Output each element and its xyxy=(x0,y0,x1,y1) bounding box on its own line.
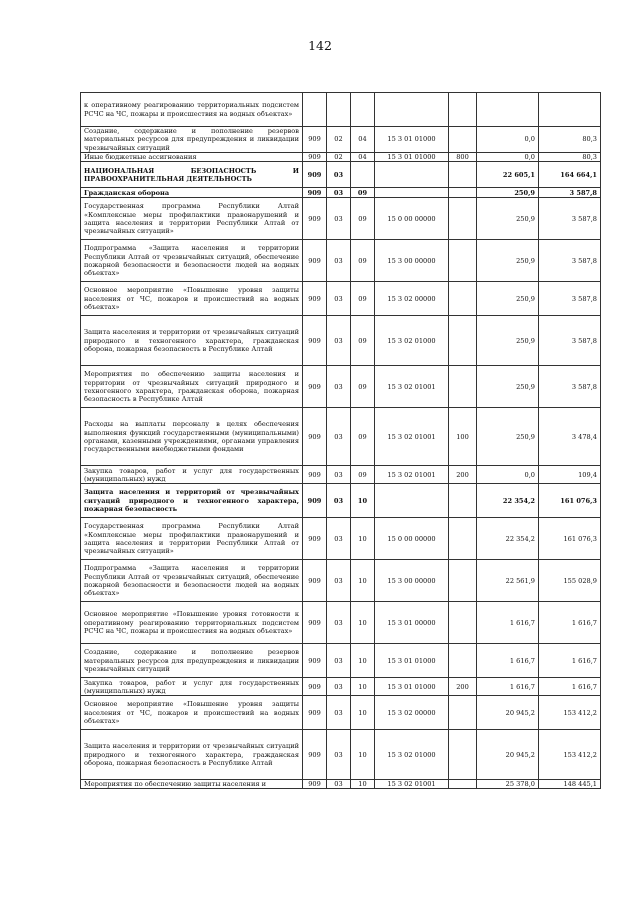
amount-year-1: 250,9 xyxy=(477,240,539,282)
amount-year-1: 250,9 xyxy=(477,188,539,198)
admin-code xyxy=(303,93,327,127)
amount-year-2: 153 412,2 xyxy=(539,696,601,730)
amount-year-2: 148 445,1 xyxy=(539,780,601,789)
admin-code: 909 xyxy=(303,127,327,153)
subsection-code: 09 xyxy=(351,188,375,198)
row-name: Государственная программа Республики Алтай «Комплексные меры профилактики правонарушений и защита населения и территории Республики Алтай от чрезвычайных ситуаций» xyxy=(81,198,303,240)
target-article-code: 15 3 02 00000 xyxy=(375,282,449,316)
subsection-code: 09 xyxy=(351,282,375,316)
row-name: Гражданская оборона xyxy=(81,188,303,198)
table-row xyxy=(81,408,601,466)
subsection-code: 09 xyxy=(351,466,375,484)
expense-type-code xyxy=(449,240,477,282)
admin-code: 909 xyxy=(303,602,327,644)
row-name: Защита населения и территории от чрезвычайных ситуаций природного и техногенного характера, гражданская оборона, пожарная безопасность в Республике Алтай xyxy=(81,316,303,366)
subsection-code: 10 xyxy=(351,730,375,780)
target-article-code: 15 3 01 00000 xyxy=(375,602,449,644)
amount-year-2: 164 664,1 xyxy=(539,162,601,188)
table-row xyxy=(81,93,601,127)
target-article-code xyxy=(375,162,449,188)
row-name: Расходы на выплаты персоналу в целях обеспечения выполнения функций государственными (муниципальными) органами, казенными учреждениями, органами управления государственными внебюджетными фондами xyxy=(81,408,303,466)
target-article-code: 15 3 02 01001 xyxy=(375,408,449,466)
table-row xyxy=(81,127,601,153)
row-name: Подпрограмма «Защита населения и территории Республики Алтай от чрезвычайных ситуаций, обеспечение пожарной безопасности и безопасности людей на водных объектах» xyxy=(81,560,303,602)
admin-code: 909 xyxy=(303,696,327,730)
amount-year-1: 25 378,0 xyxy=(477,780,539,789)
expense-type-code xyxy=(449,780,477,789)
target-article-code xyxy=(375,484,449,518)
amount-year-1: 0,0 xyxy=(477,127,539,153)
row-name: Мероприятия по обеспечению защиты населения и xyxy=(81,780,303,789)
target-article-code: 15 3 02 01001 xyxy=(375,780,449,789)
section-code: 03 xyxy=(327,560,351,602)
amount-year-2: 3 587,8 xyxy=(539,366,601,408)
amount-year-1: 1 616,7 xyxy=(477,602,539,644)
expense-type-code xyxy=(449,518,477,560)
expense-type-code xyxy=(449,198,477,240)
expense-type-code xyxy=(449,316,477,366)
subsection-code: 10 xyxy=(351,780,375,789)
budget-table xyxy=(80,92,601,789)
amount-year-2: 80,3 xyxy=(539,127,601,153)
subsection-code xyxy=(351,162,375,188)
admin-code: 909 xyxy=(303,780,327,789)
target-article-code: 15 3 02 01000 xyxy=(375,316,449,366)
admin-code: 909 xyxy=(303,484,327,518)
amount-year-2: 1 616,7 xyxy=(539,644,601,678)
target-article-code: 15 3 02 01001 xyxy=(375,466,449,484)
table-row xyxy=(81,316,601,366)
section-code: 03 xyxy=(327,484,351,518)
table-row xyxy=(81,560,601,602)
amount-year-2: 109,4 xyxy=(539,466,601,484)
table-row xyxy=(81,366,601,408)
amount-year-2: 161 076,3 xyxy=(539,518,601,560)
subsection-code: 09 xyxy=(351,240,375,282)
row-name: Государственная программа Республики Алтай «Комплексные меры профилактики правонарушений и защита населения и территории Республики Алтай от чрезвычайных ситуаций» xyxy=(81,518,303,560)
section-code: 03 xyxy=(327,162,351,188)
row-name: Защита населения и территории от чрезвычайных ситуаций природного и техногенного характера, гражданская оборона, пожарная безопасность в Республике Алтай xyxy=(81,730,303,780)
amount-year-1: 1 616,7 xyxy=(477,644,539,678)
table-row xyxy=(81,602,601,644)
admin-code: 909 xyxy=(303,560,327,602)
expense-type-code xyxy=(449,162,477,188)
target-article-code: 15 0 00 00000 xyxy=(375,518,449,560)
amount-year-1: 250,9 xyxy=(477,282,539,316)
amount-year-1: 250,9 xyxy=(477,408,539,466)
subsection-code: 09 xyxy=(351,408,375,466)
amount-year-1: 22 561,9 xyxy=(477,560,539,602)
amount-year-1: 250,9 xyxy=(477,316,539,366)
subsection-code: 10 xyxy=(351,484,375,518)
table-row xyxy=(81,730,601,780)
table-row xyxy=(81,518,601,560)
amount-year-1: 250,9 xyxy=(477,366,539,408)
section-code: 03 xyxy=(327,518,351,560)
table-row xyxy=(81,484,601,518)
expense-type-code: 200 xyxy=(449,678,477,696)
amount-year-2: 3 587,8 xyxy=(539,188,601,198)
section-code: 03 xyxy=(327,198,351,240)
target-article-code: 15 3 02 01000 xyxy=(375,730,449,780)
expense-type-code: 200 xyxy=(449,466,477,484)
row-name: Защита населения и территорий от чрезвычайных ситуаций природного и техногенного характера, пожарная безопасность xyxy=(81,484,303,518)
admin-code: 909 xyxy=(303,678,327,696)
subsection-code: 09 xyxy=(351,316,375,366)
expense-type-code xyxy=(449,602,477,644)
section-code: 03 xyxy=(327,282,351,316)
amount-year-2: 3 478,4 xyxy=(539,408,601,466)
section-code: 02 xyxy=(327,153,351,162)
expense-type-code xyxy=(449,127,477,153)
target-article-code xyxy=(375,188,449,198)
subsection-code: 10 xyxy=(351,696,375,730)
subsection-code: 10 xyxy=(351,518,375,560)
section-code: 03 xyxy=(327,466,351,484)
amount-year-2: 3 587,8 xyxy=(539,240,601,282)
subsection-code: 10 xyxy=(351,678,375,696)
table-row xyxy=(81,644,601,678)
amount-year-1: 20 945,2 xyxy=(477,696,539,730)
amount-year-1: 22 354,2 xyxy=(477,518,539,560)
table-row xyxy=(81,188,601,198)
amount-year-2: 3 587,8 xyxy=(539,316,601,366)
target-article-code: 15 0 00 00000 xyxy=(375,198,449,240)
row-name: Создание, содержание и пополнение резервов материальных ресурсов для предупреждения и ликвидации чрезвычайных ситуаций xyxy=(81,644,303,678)
row-name: к оперативному реагированию территориальных подсистем РСЧС на ЧС, пожары и происшествия на водных объектах» xyxy=(81,93,303,127)
amount-year-1 xyxy=(477,93,539,127)
target-article-code: 15 3 00 00000 xyxy=(375,240,449,282)
row-name: НАЦИОНАЛЬНАЯ БЕЗОПАСНОСТЬ И ПРАВООХРАНИТЕЛЬНАЯ ДЕЯТЕЛЬНОСТЬ xyxy=(81,162,303,188)
target-article-code: 15 3 01 01000 xyxy=(375,153,449,162)
amount-year-1: 20 945,2 xyxy=(477,730,539,780)
amount-year-2: 155 028,9 xyxy=(539,560,601,602)
admin-code: 909 xyxy=(303,198,327,240)
amount-year-1: 1 616,7 xyxy=(477,678,539,696)
admin-code: 909 xyxy=(303,188,327,198)
section-code: 03 xyxy=(327,602,351,644)
expense-type-code xyxy=(449,366,477,408)
expense-type-code: 100 xyxy=(449,408,477,466)
admin-code: 909 xyxy=(303,282,327,316)
subsection-code: 09 xyxy=(351,198,375,240)
amount-year-2: 1 616,7 xyxy=(539,602,601,644)
expense-type-code: 800 xyxy=(449,153,477,162)
section-code: 03 xyxy=(327,188,351,198)
row-name: Закупка товаров, работ и услуг для государственных (муниципальных) нужд xyxy=(81,678,303,696)
admin-code: 909 xyxy=(303,153,327,162)
admin-code: 909 xyxy=(303,518,327,560)
target-article-code: 15 3 02 01001 xyxy=(375,366,449,408)
table-row xyxy=(81,162,601,188)
amount-year-2: 153 412,2 xyxy=(539,730,601,780)
amount-year-1: 0,0 xyxy=(477,466,539,484)
page-number: 142 xyxy=(308,38,332,53)
section-code: 03 xyxy=(327,366,351,408)
expense-type-code xyxy=(449,730,477,780)
table-row xyxy=(81,466,601,484)
subsection-code xyxy=(351,93,375,127)
row-name: Иные бюджетные ассигнования xyxy=(81,153,303,162)
section-code xyxy=(327,93,351,127)
row-name: Мероприятия по обеспечению защиты населения и территории от чрезвычайных ситуаций природного и техногенного характера, гражданская оборона, пожарная безопасность в Республике Алтай xyxy=(81,366,303,408)
target-article-code: 15 3 01 01000 xyxy=(375,127,449,153)
admin-code: 909 xyxy=(303,316,327,366)
amount-year-2 xyxy=(539,93,601,127)
admin-code: 909 xyxy=(303,730,327,780)
section-code: 03 xyxy=(327,408,351,466)
expense-type-code xyxy=(449,282,477,316)
admin-code: 909 xyxy=(303,366,327,408)
amount-year-2: 3 587,8 xyxy=(539,282,601,316)
expense-type-code xyxy=(449,560,477,602)
row-name: Закупка товаров, работ и услуг для государственных (муниципальных) нужд xyxy=(81,466,303,484)
section-code: 02 xyxy=(327,127,351,153)
amount-year-2: 1 616,7 xyxy=(539,678,601,696)
section-code: 03 xyxy=(327,780,351,789)
subsection-code: 10 xyxy=(351,560,375,602)
subsection-code: 04 xyxy=(351,127,375,153)
amount-year-2: 80,3 xyxy=(539,153,601,162)
admin-code: 909 xyxy=(303,466,327,484)
table-row xyxy=(81,696,601,730)
amount-year-1: 22 354,2 xyxy=(477,484,539,518)
target-article-code: 15 3 02 00000 xyxy=(375,696,449,730)
table-row xyxy=(81,198,601,240)
expense-type-code xyxy=(449,93,477,127)
section-code: 03 xyxy=(327,678,351,696)
amount-year-1: 250,9 xyxy=(477,198,539,240)
admin-code: 909 xyxy=(303,644,327,678)
amount-year-2: 161 076,3 xyxy=(539,484,601,518)
subsection-code: 09 xyxy=(351,366,375,408)
subsection-code: 04 xyxy=(351,153,375,162)
section-code: 03 xyxy=(327,696,351,730)
expense-type-code xyxy=(449,644,477,678)
admin-code: 909 xyxy=(303,162,327,188)
table-row xyxy=(81,240,601,282)
subsection-code: 10 xyxy=(351,602,375,644)
admin-code: 909 xyxy=(303,240,327,282)
amount-year-1: 0,0 xyxy=(477,153,539,162)
row-name: Основное мероприятие «Повышение уровня защиты населения от ЧС, пожаров и происшествий на водных объектах» xyxy=(81,282,303,316)
row-name: Основное мероприятие «Повышение уровня готовности к оперативному реагированию территориальных подсистем РСЧС на ЧС, пожары и происшествия на водных объектах» xyxy=(81,602,303,644)
expense-type-code xyxy=(449,484,477,518)
admin-code: 909 xyxy=(303,408,327,466)
section-code: 03 xyxy=(327,316,351,366)
target-article-code xyxy=(375,93,449,127)
section-code: 03 xyxy=(327,730,351,780)
row-name: Подпрограмма «Защита населения и территории Республики Алтай от чрезвычайных ситуаций, обеспечение пожарной безопасности и безопасности людей на водных объектах» xyxy=(81,240,303,282)
target-article-code: 15 3 00 00000 xyxy=(375,560,449,602)
target-article-code: 15 3 01 01000 xyxy=(375,644,449,678)
amount-year-1: 22 605,1 xyxy=(477,162,539,188)
row-name: Создание, содержание и пополнение резервов материальных ресурсов для предупреждения и ликвидации чрезвычайных ситуаций xyxy=(81,127,303,153)
subsection-code: 10 xyxy=(351,644,375,678)
table-row xyxy=(81,153,601,162)
table-row xyxy=(81,282,601,316)
target-article-code: 15 3 01 01000 xyxy=(375,678,449,696)
section-code: 03 xyxy=(327,240,351,282)
table-row xyxy=(81,780,601,789)
section-code: 03 xyxy=(327,644,351,678)
amount-year-2: 3 587,8 xyxy=(539,198,601,240)
expense-type-code xyxy=(449,696,477,730)
table-row xyxy=(81,678,601,696)
expense-type-code xyxy=(449,188,477,198)
row-name: Основное мероприятие «Повышение уровня защиты населения от ЧС, пожаров и происшествий на водных объектах» xyxy=(81,696,303,730)
